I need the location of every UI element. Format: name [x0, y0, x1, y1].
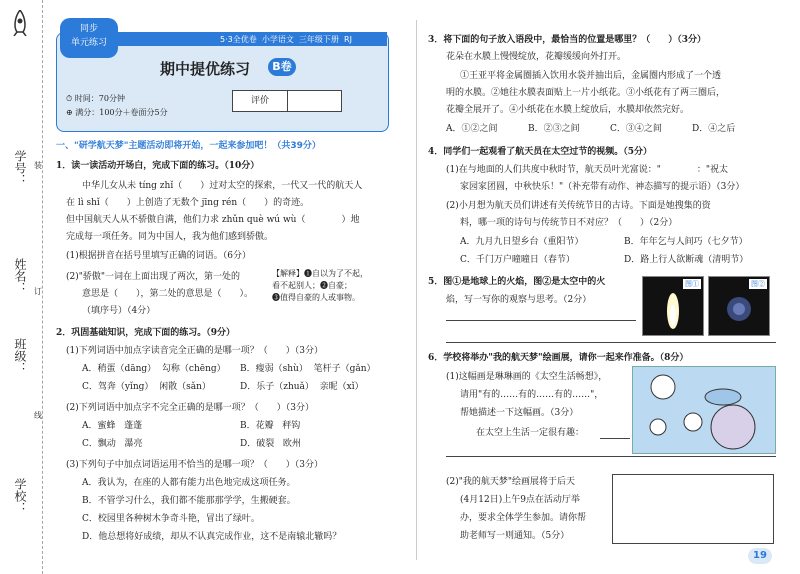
explain-1: 【解释】❶自以为了不起， — [272, 269, 368, 278]
section1-heading: 一、"研学航天梦"主题活动即将开始，一起来参加吧！（共39分） — [56, 141, 321, 151]
q4-opt-c: C．千门万户曈曈日（春节） — [460, 255, 575, 265]
q2-p3: (3)下列句子中加点词语运用不恰当的是哪一项？（ ）（3分） — [66, 460, 323, 470]
q3-opt-b: B．②③之间 — [528, 124, 580, 134]
image1-label: 图① — [685, 280, 699, 288]
q2-p2a: A．蜜蜂 蓬蓬 — [82, 421, 143, 431]
q3-opt-c: C．③④之间 — [610, 124, 662, 134]
q3-line2: 明的水膜。②她往水膜表面贴上一片小纸花。③小纸花有了两三圈后， — [446, 88, 726, 98]
answer-line — [446, 320, 636, 321]
q6-p2-2: (4月12日)上午9点在活动厅举 — [460, 495, 580, 505]
q6-stem: 6．学校将举办"我的航天梦"绘画展，请你一起来作准备。（8分） — [428, 353, 689, 363]
q4-stem: 4．同学们一起观看了航天员在太空过节的视频。（5分） — [428, 147, 653, 157]
q1-line4: 完成每一项任务。同为中国人，我为他们感到骄傲。 — [66, 232, 274, 242]
q4-opt-b: B．年年乞与人间巧（七夕节） — [624, 237, 748, 247]
q5-stem1: 5．图①是地球上的火焰，图②是太空中的火 — [428, 277, 606, 287]
page-title: 期中提优练习 — [160, 60, 251, 78]
binding-margin — [0, 0, 43, 574]
q6-p1b: 在太空上生活一定很有趣： — [476, 428, 585, 438]
q2-p1c: C．驾奔（yǐng） 闲散（sǎn） — [82, 382, 211, 392]
q2-p1a: A．稍蛋（dāng） 勾称（chēng） — [82, 364, 226, 374]
q3-opt-a: A．①②之间 — [446, 124, 498, 134]
explain-box — [272, 268, 400, 304]
cut-mark-1: 装 — [34, 161, 42, 170]
q4-s1: (1)在与地面的人们共度中秋时节，航天员叶光富说：" ："祝太 — [446, 165, 729, 175]
q2-p3-d: D．他总想将好成绩，却从不认真完成作业，这不是南辕北辙吗？ — [82, 532, 342, 542]
eval-box — [232, 90, 342, 112]
school-label: 学校： — [13, 478, 27, 514]
q2-p1b: B．瘦弱（shù） 笔杆子（gǎn） — [240, 364, 376, 374]
space-drawing-image — [632, 366, 776, 454]
unit-badge — [60, 18, 118, 58]
q2-p3-c: C．校园里各种树木争奇斗艳，冒出了绿叶。 — [82, 514, 260, 524]
name-label: 姓名： — [13, 258, 27, 294]
eval-label: 评价 — [233, 91, 288, 111]
answer-line — [446, 456, 776, 457]
student-id-label: 学号： — [13, 150, 27, 186]
q1-sub2b: 意思是（ ），第二处的意思是（ ）。 — [82, 289, 254, 299]
flame-earth-image — [642, 276, 704, 336]
time-label: ⏱ 时间：70分钟 — [66, 94, 125, 103]
q1-line1: 中华儿女从未 tíng zhǐ（ ）过对太空的探索，一代又一代的航天人 — [82, 181, 363, 191]
q3-sentence: 花朵在水膜上慢慢绽放，花瓣缓缓向外打开。 — [446, 52, 627, 62]
q2-p3-b: B．不管学习什么，我们都不能那那学学，生搬硬套。 — [82, 496, 296, 506]
image2-label: 图② — [751, 280, 765, 288]
q3-line1: ①王亚平将金属圈插入饮用水袋并抽出后，金属圈内形成了一个透 — [460, 71, 722, 81]
q3-stem: 3．将下面的句子放入语段中，最恰当的位置是哪里？（ ）（3分） — [428, 35, 707, 45]
cut-mark-3: 线 — [34, 411, 42, 420]
badge-line2: 单元练习 — [70, 38, 107, 48]
q1-sub1: (1)根据拼音在括号里填写正确的词语。（6分） — [66, 251, 251, 261]
q4-opt-d: D．路上行人欲断魂（清明节） — [624, 255, 749, 265]
q6-p1-2: 请用"有的……有的……有的……"， — [460, 390, 604, 400]
q1-stem: 1．读一读活动开场白，完成下面的练习。（10分） — [56, 161, 260, 171]
flame-space-image — [708, 276, 770, 336]
b-tag: B卷 — [268, 58, 296, 76]
q5-stem2: 焰，写一写你的观察与思考。（2分） — [446, 295, 592, 305]
q6-p2-3: 办，要求全体学生参加。请你帮 — [460, 513, 587, 523]
answer-line — [446, 342, 776, 343]
q4-s4: 料，哪一项的诗句与传统节日不对应？（ ）（2分） — [460, 218, 678, 228]
q2-p3-a: A．我认为，在座的人都有能力出色地完成这项任务。 — [82, 478, 296, 488]
q6-p2-1: (2)"我的航天梦"绘画展将于后天 — [446, 477, 576, 487]
q2-p2d: D．破裂 欧州 — [240, 439, 301, 449]
cut-mark-2: 订 — [34, 287, 42, 296]
q3-line3: 花瓣全展开了。④小纸花在水膜上绽放后，水膜却依然完好。 — [446, 105, 690, 115]
q1-sub2a: (2)"骄傲"一词在上面出现了两次，第一处的 — [66, 272, 241, 282]
q2-p2: (2)下列词语中加点字不完全正确的是哪一项？（ ）（3分） — [66, 403, 314, 413]
q2-p1d: D．乐子（zhuǎ） 亲昵（xǐ） — [240, 382, 364, 392]
q2-p1: (1)下列词语中加点字读音完全正确的是哪一项？（ ）（3分） — [66, 346, 323, 356]
badge-line1: 同步 — [79, 24, 98, 34]
q1-line2: 在 lì shǐ（ ）上创造了无数个 jīng rén（ ）的奇迹。 — [66, 198, 310, 208]
q1-sub2c: （填序号）（4分） — [82, 306, 156, 316]
q2-stem: 2．巩固基础知识，完成下面的练习。（9分） — [56, 328, 236, 338]
q6-p1-3: 帮她描述一下这幅画。（3分） — [460, 408, 579, 418]
q6-p1-1: (1)这幅画是琳琳画的《太空生活畅想》， — [446, 372, 608, 382]
rocket-icon — [10, 10, 30, 40]
score-label: ⊕ 满分：100分＋卷面分5分 — [66, 108, 168, 117]
q4-opt-a: A．九月九日望乡台（重阳节） — [460, 237, 584, 247]
q3-opt-d: D．④之后 — [692, 124, 736, 134]
answer-line — [600, 438, 630, 439]
q4-s3: (2)小月想为航天员们讲述有关传统节日的古诗。下面是她搜集的资 — [446, 201, 711, 211]
page-divider — [416, 20, 417, 560]
notice-answer-box — [612, 474, 774, 544]
q2-p2c: C．飘动 瀑亮 — [82, 439, 143, 449]
class-label: 班级： — [13, 338, 27, 374]
explain-2: 看不起别人；❷自豪； — [272, 281, 352, 290]
q6-p2-4: 助老师写一则通知。（5分） — [460, 531, 570, 541]
book-info: 5·3全优卷 小学语文 三年级下册 RJ — [220, 35, 352, 44]
q2-p2b: B．花瓣 秤钩 — [240, 421, 301, 431]
page-number: 19 — [748, 548, 772, 564]
q4-s2: 家园家团圆，中秋快乐！"（补充带有动作、神态描写的提示语）（3分） — [460, 182, 745, 192]
explain-3: ❸值得自豪的人或事物。 — [272, 293, 360, 302]
q1-line3: 但中国航天人从不骄傲自满，他们力求 zhǔn què wú wù（ ）地 — [66, 215, 360, 225]
